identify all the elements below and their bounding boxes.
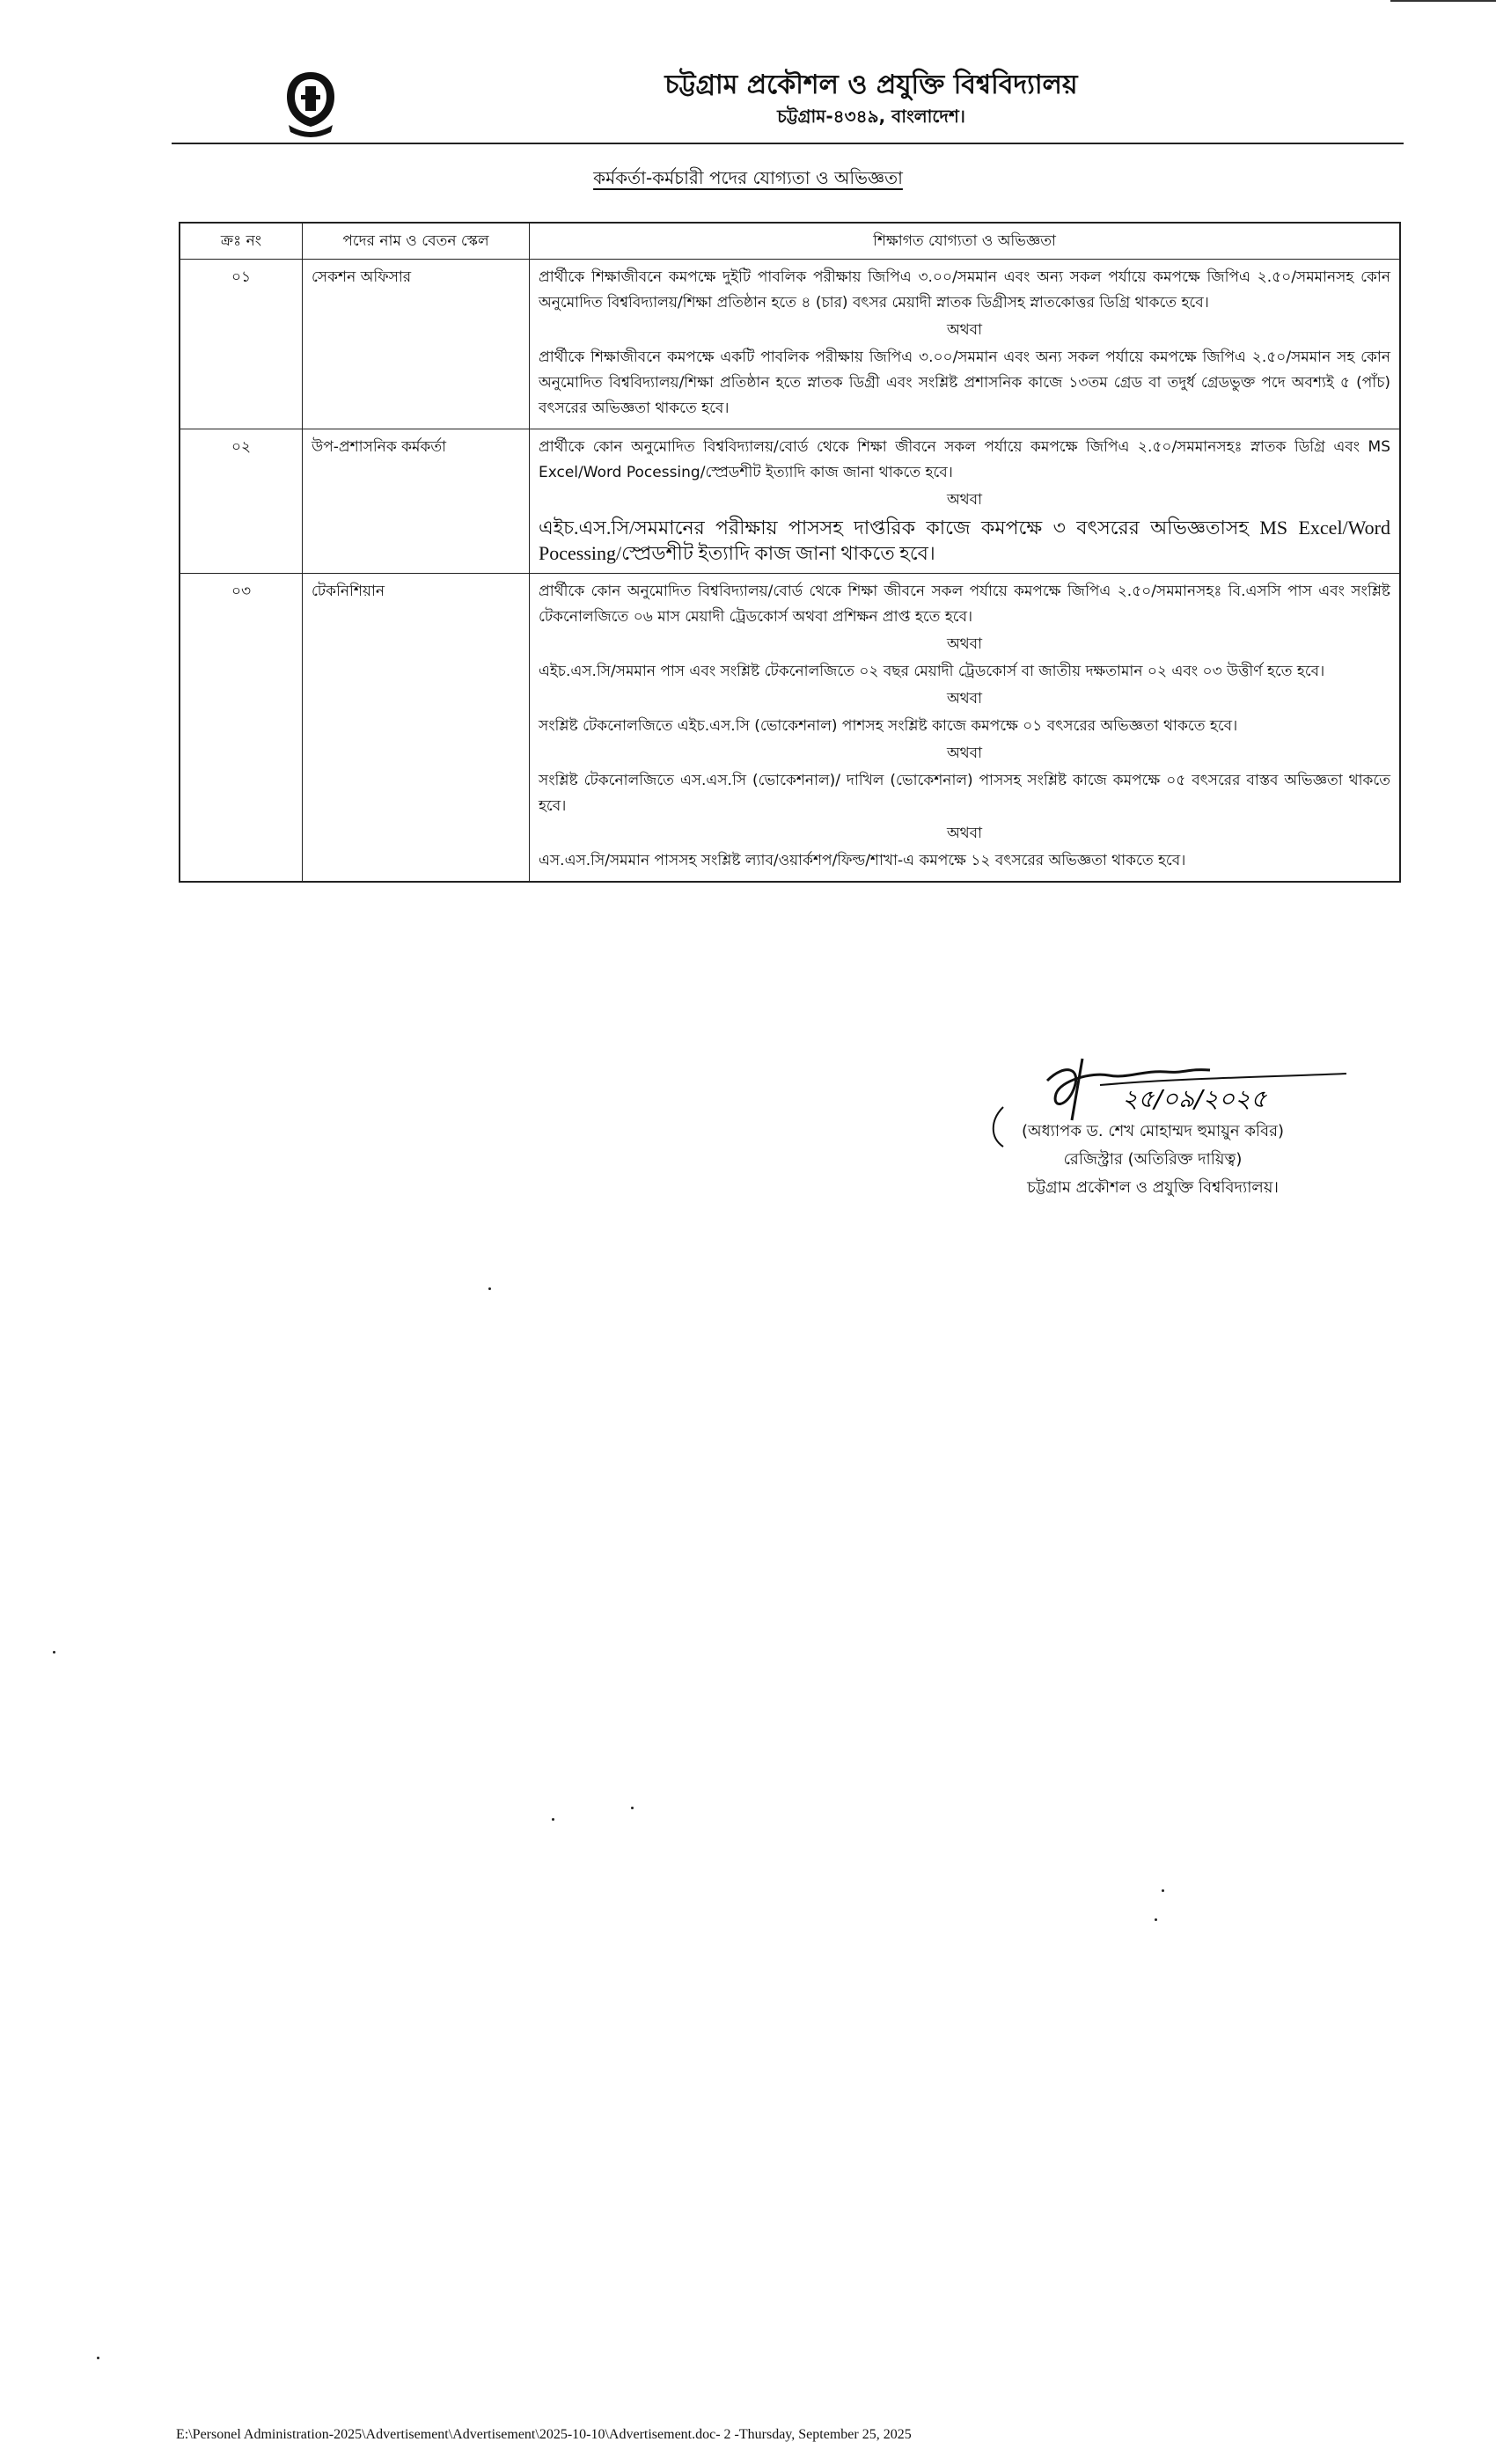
qualification-option: প্রার্থীকে কোন অনুমোদিত বিশ্ববিদ্যালয়/বোর্ড থেকে শিক্ষা জীবনে সকল পর্যায়ে কমপক্ষে জিপিএ ২.৫০/সমমানসহঃ স্নাতক ডিগ্রি এবং MS Excel/Word Pocessing/স্প্রেডশীট ইত্যাদি কাজ জানা থাকতে হবে। <box>539 438 1390 481</box>
qualification-cell <box>530 429 1401 574</box>
university-address: চট্টগ্রাম-৪৩৪৯, বাংলাদেশ। <box>777 106 965 127</box>
signatory-institution: চট্টগ্রাম প্রকৌশল ও প্রযুক্তি বিশ্ববিদ্যালয়। <box>1027 1178 1279 1197</box>
qualification-option: এস.এস.সি/সমমান পাসসহ সংশ্লিষ্ট ল্যাব/ওয়ার্কশপ/ফিল্ড/শাখা-এ কমপক্ষে ১২ বৎসরের অভিজ্ঞতা থাকতে হবে। <box>539 852 1186 869</box>
serial-cell: ০১ <box>180 260 303 429</box>
signature-block <box>968 1118 1338 1202</box>
column-header-qualification: শিক্ষাগত যোগ্যতা ও অভিজ্ঞতা <box>530 223 1401 260</box>
or-separator: অথবা <box>946 825 983 842</box>
scan-speck <box>631 1807 634 1809</box>
serial-cell: ০৩ <box>180 574 303 883</box>
qualification-option: এইচ.এস.সি/সমমানের পরীক্ষায় পাসসহ দাপ্তরিক কাজে কমপক্ষে ৩ বৎসরের অভিজ্ঞতাসহ MS Excel/Word Pocessing/স্প্রেডশীট ইত্যাদি কাজ জানা থাকতে হবে। <box>539 517 1390 564</box>
post-cell: টেকনিশিয়ান <box>303 574 530 883</box>
qualification-cell <box>530 260 1401 429</box>
qualification-table <box>179 222 1401 883</box>
column-header-serial: ক্রঃ নং <box>180 223 303 260</box>
scan-speck <box>1155 1918 1157 1921</box>
scan-speck <box>53 1651 55 1654</box>
table-row <box>180 260 1400 429</box>
qualification-cell <box>530 574 1401 883</box>
signatory-name: (অধ্যাপক ড. শেখ মোহাম্মদ হুমায়ুন কবির) <box>1021 1122 1285 1140</box>
header-divider <box>172 143 1404 144</box>
signatory-designation: রেজিস্ট্রার (অতিরিক্ত দায়িত্ব) <box>1063 1150 1243 1169</box>
qualification-option: প্রার্থীকে শিক্ষাজীবনে কমপক্ষে একটি পাবলিক পরীক্ষায় জিপিএ ৩.০০/সমমান এবং অন্য সকল পর্যায়ে কমপক্ষে জিপিএ ২.৫০/সমমান সহ কোন অনুমোদিত বিশ্ববিদ্যালয়/শিক্ষা প্রতিষ্ঠান হতে স্নাতক ডিগ্রী এবং সংশ্লিষ্ট প্রশাসনিক কাজে ১৩তম গ্রেড বা তদুর্ধ গ্রেডভুক্ত পদে অবশ্যই ৫ (পাঁচ) বৎসরের অভিজ্ঞতা থাকতে হবে। <box>539 348 1390 417</box>
serial-cell: ০২ <box>180 429 303 574</box>
top-edge-line <box>1390 0 1496 2</box>
or-separator: অথবা <box>946 321 983 339</box>
scan-speck <box>1162 1889 1164 1892</box>
handwritten-date: ২৫/০৯/২০২৫ <box>1122 1084 1267 1113</box>
qualification-option: সংশ্লিষ্ট টেকনোলজিতে এইচ.এস.সি (ভোকেশনাল) পাশসহ সংশ্লিষ্ট কাজে কমপক্ষে ০১ বৎসরের অভিজ্ঞতা থাকতে হবে। <box>539 717 1238 735</box>
qualification-option: প্রার্থীকে শিক্ষাজীবনে কমপক্ষে দুইটি পাবলিক পরীক্ষায় জিপিএ ৩.০০/সমমান এবং অন্য সকল পর্যায়ে কমপক্ষে জিপিএ ২.৫০/সমমানসহ কোন অনুমোদিত বিশ্ববিদ্যালয়/শিক্ষা প্রতিষ্ঠান হতে ৪ (চার) বৎসর মেয়াদী স্নাতক ডিগ্রীসহ স্নাতকোত্তর ডিগ্রি থাকতে হবে। <box>539 268 1390 312</box>
column-header-post: পদের নাম ও বেতন স্কেল <box>303 223 530 260</box>
scan-speck <box>488 1287 491 1290</box>
qualification-option: এইচ.এস.সি/সমমান পাস এবং সংশ্লিষ্ট টেকনোলজিতে ০২ বছর মেয়াদী ট্রেডকোর্স বা জাতীয় দক্ষতামান ০২ এবং ০৩ উত্তীর্ণ হতে হবে। <box>539 663 1325 680</box>
table-row <box>180 574 1400 883</box>
or-separator: অথবা <box>946 690 983 708</box>
or-separator: অথবা <box>946 635 983 653</box>
table-header-row <box>180 223 1400 260</box>
table-row <box>180 429 1400 574</box>
scan-speck <box>97 2357 99 2359</box>
university-name: চট্টগ্রাম প্রকৌশল ও প্রযুক্তি বিশ্ববিদ্যালয় <box>664 70 1078 100</box>
post-cell: সেকশন অফিসার <box>303 260 530 429</box>
footer-file-path: E:\Personel Administration-2025\Advertisement\Advertisement\2025-10-10\Advertisement.doc- 2 -Thursday, September 25, 2025 <box>176 2427 912 2442</box>
qualification-option: প্রার্থীকে কোন অনুমোদিত বিশ্ববিদ্যালয়/বোর্ড থেকে শিক্ষা জীবনে সকল পর্যায়ে কমপক্ষে জিপিএ ২.৫০/সমমানসহঃ বি.এসসি পাস এবং সংশ্লিষ্ট টেকনোলজিতে ০৬ মাস মেয়াদী ট্রেডকোর্স অথবা প্রশিক্ষন প্রাপ্ত হতে হবে। <box>539 583 1390 626</box>
qualification-option: সংশ্লিষ্ট টেকনোলজিতে এস.এস.সি (ভোকেশনাল)/ দাখিল (ভোকেশনাল) পাসসহ সংশ্লিষ্ট কাজে কমপক্ষে ০৫ বৎসরের বাস্তব অভিজ্ঞতা থাকতে হবে। <box>539 772 1390 815</box>
or-separator: অথবা <box>946 744 983 762</box>
document-title: কর্মকর্তা-কর্মচারী পদের যোগ্যতা ও অভিজ্ঞতা <box>593 167 903 188</box>
scan-speck <box>552 1818 554 1821</box>
post-cell: উপ-প্রশাসনিক কর্মকর্তা <box>303 429 530 574</box>
or-separator: অথবা <box>946 491 983 509</box>
